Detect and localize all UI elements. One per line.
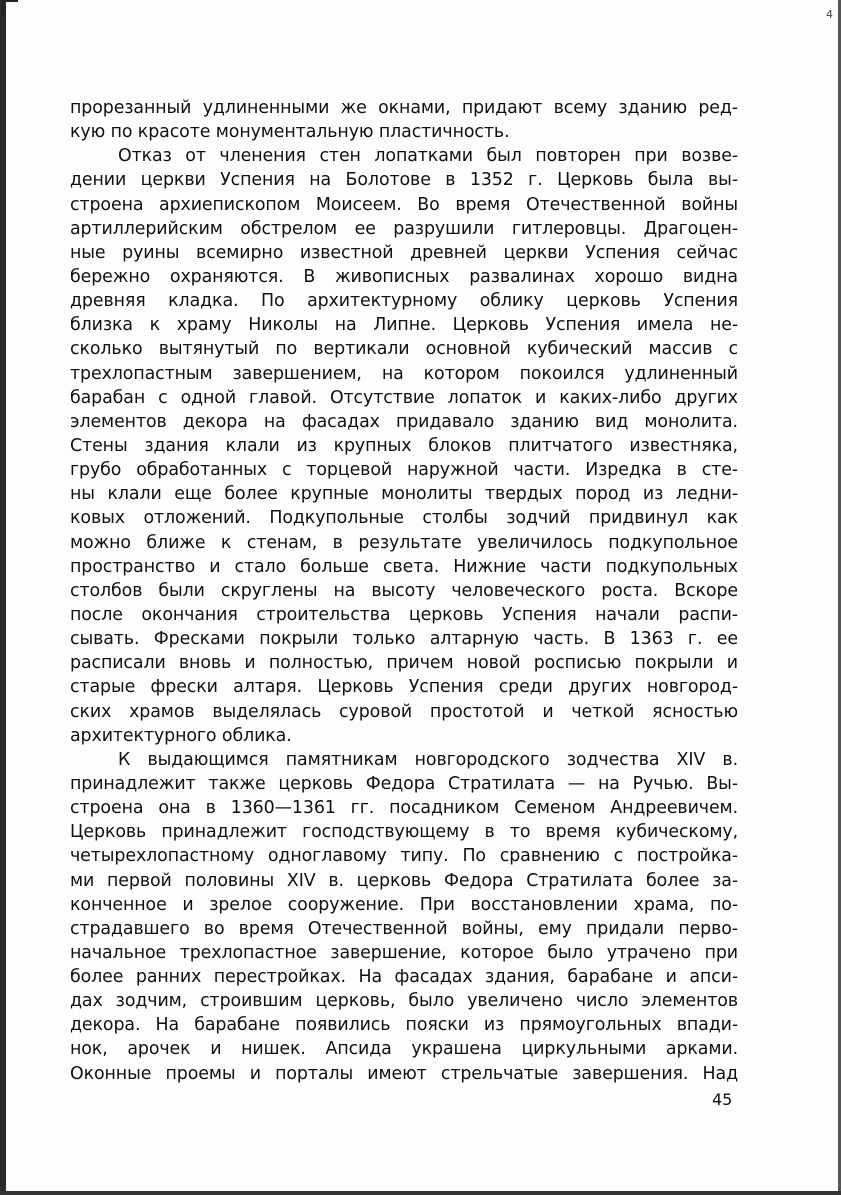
text-line: после окончания строительства церковь Успения начали распи- bbox=[70, 604, 738, 625]
text-line: Стены здания клали из крупных блоков плитчатого известняка, bbox=[70, 435, 738, 456]
text-line: четырехлопастному одноглавому типу. По сравнению с постройка- bbox=[70, 846, 738, 867]
text-line: начальное трехлопастное завершение, которое было утрачено при bbox=[70, 942, 738, 963]
scan-edge-left bbox=[0, 0, 6, 1195]
text-line: архитектурного облика. bbox=[70, 725, 292, 746]
text-line: сывать. Фресками покрыли только алтарную часть. В 1363 г. ее bbox=[70, 629, 738, 650]
page-number: 45 bbox=[712, 1090, 733, 1109]
text-line: артиллерийским обстрелом ее разрушили гитлеровцы. Драгоцен- bbox=[70, 218, 738, 239]
text-line: старые фрески алтаря. Церковь Успения среди других новгород- bbox=[70, 677, 738, 698]
text-line: более ранних перестройках. На фасадах здания, барабане и апси- bbox=[70, 967, 738, 988]
side-mark: 4 bbox=[826, 8, 833, 21]
corner-crop-mark bbox=[2, 0, 18, 16]
text-line: ских храмов выделялась суровой простотой и четкой ясностью bbox=[70, 701, 738, 722]
text-line: ны клали еще более крупные монолиты твердых пород из ледни- bbox=[70, 484, 738, 505]
text-line: древняя кладка. По архитектурному облику церковь Успения bbox=[70, 291, 738, 312]
text-line: прорезанный удлиненными же окнами, придают всему зданию ред- bbox=[70, 98, 738, 118]
text-line: бережно охраняются. В живописных развалинах хорошо видна bbox=[70, 266, 738, 287]
text-line: сколько вытянутый по вертикали основной кубический массив с bbox=[70, 339, 738, 360]
text-line: страдавшего во время Отечественной войны, ему придали перво- bbox=[70, 918, 738, 939]
text-line: барабан с одной главой. Отсутствие лопаток и каких-либо других bbox=[70, 387, 738, 408]
text-line: можно ближе к стенам, в результате увеличилось подкупольное bbox=[70, 532, 738, 553]
scan-edge-bottom bbox=[0, 1191, 841, 1195]
text-line: конченное и зрелое сооружение. При восстановлении храма, по- bbox=[70, 894, 738, 915]
text-line: элементов декора на фасадах придавало зданию вид монолита. bbox=[70, 411, 738, 432]
text-line: принадлежит также церковь Федора Стратилата — на Ручью. Вы- bbox=[70, 773, 738, 794]
text-line: дении церкви Успения на Болотове в 1352 г. Церковь была вы- bbox=[70, 170, 738, 191]
text-line: нок, арочек и нишек. Апсида украшена циркульными арками. bbox=[70, 1039, 738, 1060]
text-line: грубо обработанных с торцевой наружной части. Изредка в сте- bbox=[70, 460, 738, 481]
text-line: ковых отложений. Подкупольные столбы зодчий придвинул как bbox=[70, 508, 738, 529]
text-line: ми первой половины XIV в. церковь Федора Стратилата более за- bbox=[70, 870, 738, 891]
text-line: дах зодчим, строившим церковь, было увеличено число элементов bbox=[70, 991, 738, 1012]
text-line: расписали вновь и полностью, причем новой росписью покрыли и bbox=[70, 653, 738, 674]
text-line: Оконные проемы и порталы имеют стрельчатые завершения. Над bbox=[70, 1063, 738, 1084]
text-line: ные руины всемирно известной древней церкви Успения сейчас bbox=[70, 242, 738, 263]
text-line: строена архиепископом Моисеем. Во время Отечественной войны bbox=[70, 194, 738, 215]
text-line: близка к храму Николы на Липне. Церковь Успения имела не- bbox=[70, 315, 738, 336]
text-line: декора. На барабане появились пояски из прямоугольных впади- bbox=[70, 1015, 738, 1036]
text-line: трехлопастным завершением, на котором покоился удлиненный bbox=[70, 363, 738, 384]
text-line: пространство и стало больше света. Нижние части подкупольных bbox=[70, 556, 738, 577]
body-text bbox=[70, 96, 738, 1086]
text-line: строена она в 1360—1361 гг. посадником Семеном Андреевичем. bbox=[70, 798, 738, 819]
text-line: Церковь принадлежит господствующему в то время кубическому, bbox=[70, 822, 738, 843]
text-line: кую по красоте монументальную пластичность. bbox=[70, 122, 510, 143]
text-line: К выдающимся памятникам новгородского зодчества XIV в. bbox=[118, 749, 738, 770]
text-line: столбов были скруглены на высоту человеческого роста. Вскоре bbox=[70, 580, 738, 601]
text-line: Отказ от членения стен лопатками был повторен при возве- bbox=[118, 146, 738, 167]
